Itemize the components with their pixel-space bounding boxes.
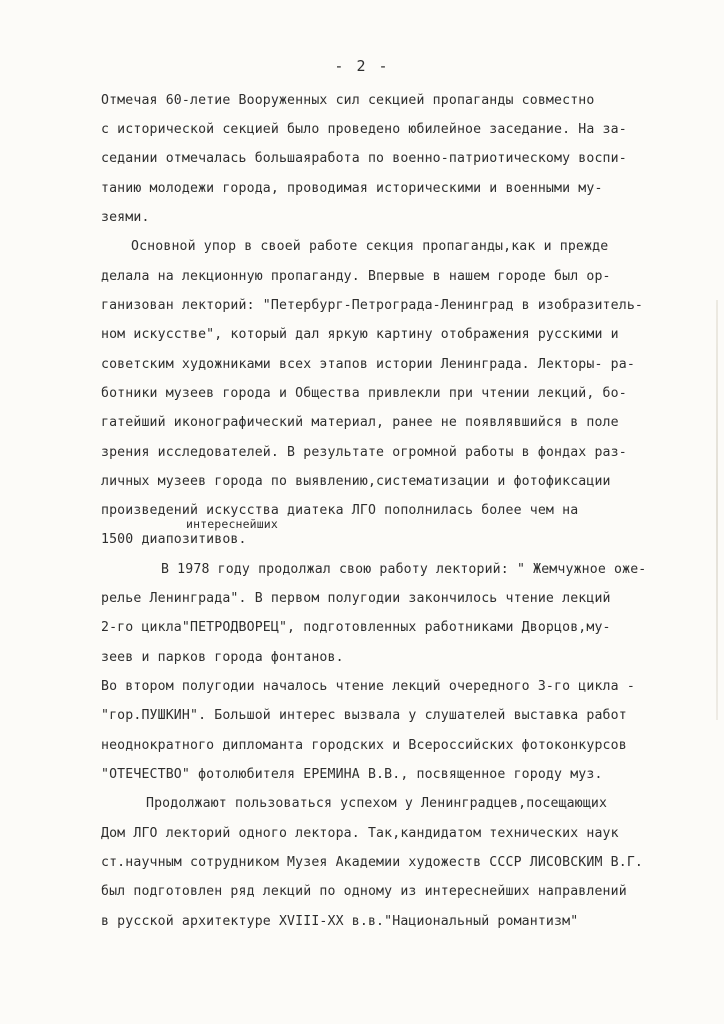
text-line: 1500 диапозитивов. [101, 532, 247, 547]
text-line: Основной упор в своей работе секция пропаганды,как и прежде [131, 239, 609, 254]
text-line: в русской архитектуре XVIII-XX в.в."Национальный романтизм" [101, 914, 579, 929]
text-line: седании отмечалась большаяработа по военно-патриотическому воспи- [101, 151, 627, 166]
inserted-word: интереснейших [186, 517, 278, 531]
paper-edge-shadow [716, 300, 718, 720]
text-line: "гор.ПУШКИН". Большой интерес вызвала у слушателей выставка работ [101, 708, 627, 723]
text-line: Продолжают пользоваться успехом у Ленинградцев,посещающих [146, 796, 608, 811]
text-line: релье Ленинграда". В первом полугодии закончилось чтение лекций [101, 591, 611, 606]
page-number: - 2 - [334, 57, 390, 75]
text-line: В 1978 году продолжал свою работу лекторий: " Жемчужное оже- [161, 562, 647, 577]
text-line: гатейший иконографический материал, ранее не появлявшийся в поле [101, 415, 619, 430]
text-line: танию молодежи города, проводимая историческими и военными му- [101, 181, 603, 196]
text-line: советским художниками всех этапов истории Ленинграда. Лекторы- ра- [101, 357, 635, 372]
text-line: ганизован лекторий: "Петербург-Петрограда-Ленинград в изобразитель- [101, 298, 643, 313]
text-line: был подготовлен ряд лекций по одному из интереснейших направлений [101, 884, 627, 899]
text-line: Дом ЛГО лекторий одного лектора. Так,кандидатом технических наук [101, 826, 619, 841]
text-line: неоднократного дипломанта городских и Всероссийских фотоконкурсов [101, 738, 627, 753]
text-line: делала на лекционную пропаганду. Впервые в нашем городе был ор- [101, 269, 611, 284]
text-line: "ОТЕЧЕСТВО" фотолюбителя ЕРЕМИНА В.В., посвященное городу муз. [101, 767, 603, 782]
text-line: с исторической секцией было проведено юбилейное заседание. На за- [101, 122, 627, 137]
text-line: ст.научным сотрудником Музея Академии художеств СССР ЛИСОВСКИМ В.Г. [101, 855, 643, 870]
text-line: ном искусстве", который дал яркую картину отображения русскими и [101, 327, 619, 342]
text-line: Во втором полугодии началось чтение лекций очередного 3-го цикла - [101, 679, 635, 694]
text-line: 2-го цикла"ПЕТРОДВОРЕЦ", подготовленных работниками Дворцов,му- [101, 620, 611, 635]
text-line: зеев и парков города фонтанов. [101, 650, 344, 665]
text-line: зрения исследователей. В результате огромной работы в фондах раз- [101, 445, 627, 460]
text-line: зеями. [101, 210, 150, 225]
text-line: личных музеев города по выявлению,систематизации и фотофиксации [101, 474, 611, 489]
text-line: ботники музеев города и Общества привлекли при чтении лекций, бо- [101, 386, 627, 401]
text-line: Отмечая 60-летие Вооруженных сил секцией пропаганды совместно [101, 93, 595, 108]
text-line: произведений искусства диатека ЛГО пополнилась более чем на [101, 503, 579, 518]
